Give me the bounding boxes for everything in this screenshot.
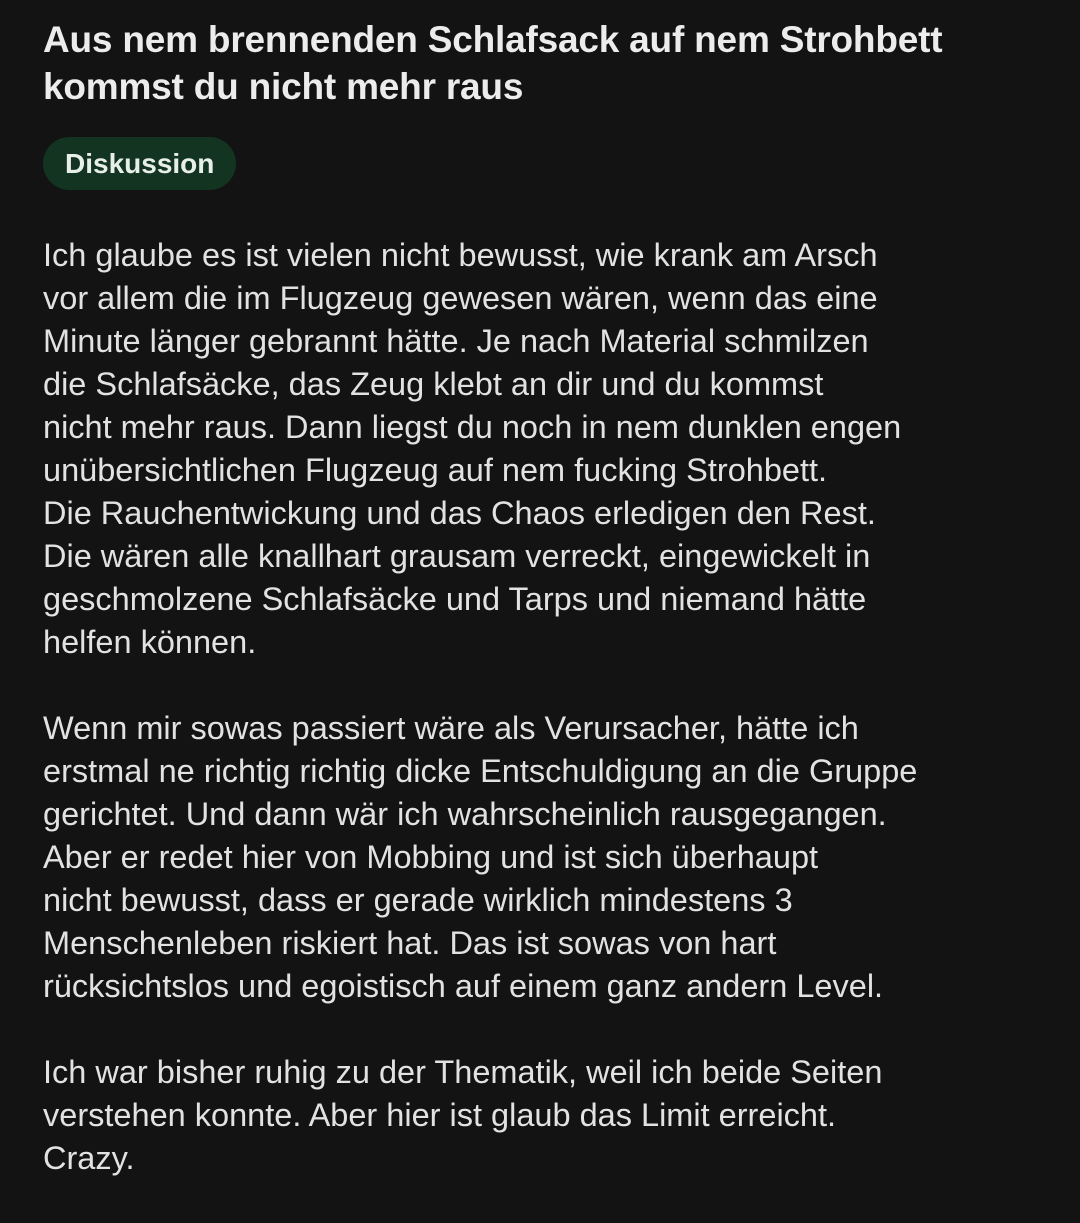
body-line: geschmolzene Schlafsäcke und Tarps und niemand hätte bbox=[43, 581, 867, 617]
body-line: Die wären alle knallhart grausam verreckt, eingewickelt in bbox=[43, 538, 871, 574]
post bbox=[43, 16, 1053, 1223]
post-title-line: Aus nem brennenden Schlafsack auf nem Strohbett bbox=[43, 19, 943, 60]
body-line: Aber er redet hier von Mobbing und ist sich überhaupt bbox=[43, 839, 819, 875]
body-line: rücksichtslos und egoistisch auf einem ganz andern Level. bbox=[43, 968, 884, 1004]
body-paragraph bbox=[43, 1051, 1053, 1180]
body-line: nicht bewusst, dass er gerade wirklich mindestens 3 bbox=[43, 882, 793, 918]
body-line: die Schlafsäcke, das Zeug klebt an dir und du kommst bbox=[43, 366, 824, 402]
body-line: nicht mehr raus. Dann liegst du noch in nem dunklen engen bbox=[43, 409, 902, 445]
post-body bbox=[43, 234, 1053, 1180]
body-line: helfen können. bbox=[43, 624, 257, 660]
body-line: Wenn mir sowas passiert wäre als Verursacher, hätte ich bbox=[43, 710, 859, 746]
post-title-line: kommst du nicht mehr raus bbox=[43, 66, 524, 107]
body-line: gerichtet. Und dann wär ich wahrscheinlich rausgegangen. bbox=[43, 796, 887, 832]
body-line: Ich glaube es ist vielen nicht bewusst, wie krank am Arsch bbox=[43, 237, 878, 273]
body-line: verstehen konnte. Aber hier ist glaub das Limit erreicht. bbox=[43, 1097, 837, 1133]
body-line: Menschenleben riskiert hat. Das ist sowas von hart bbox=[43, 925, 777, 961]
body-line: Crazy. bbox=[43, 1140, 135, 1176]
body-line: Ich war bisher ruhig zu der Thematik, weil ich beide Seiten bbox=[43, 1054, 883, 1090]
body-line: Minute länger gebrannt hätte. Je nach Material schmilzen bbox=[43, 323, 869, 359]
body-line: vor allem die im Flugzeug gewesen wären, wenn das eine bbox=[43, 280, 878, 316]
body-line: unübersichtlichen Flugzeug auf nem fucking Strohbett. bbox=[43, 452, 828, 488]
body-paragraph bbox=[43, 234, 1053, 664]
flair-badge[interactable]: Diskussion bbox=[43, 137, 236, 190]
body-line: erstmal ne richtig richtig dicke Entschuldigung an die Gruppe bbox=[43, 753, 918, 789]
body-line: Die Rauchentwickung und das Chaos erledigen den Rest. bbox=[43, 495, 876, 531]
body-paragraph bbox=[43, 707, 1053, 1008]
post-title[interactable] bbox=[43, 16, 1053, 110]
